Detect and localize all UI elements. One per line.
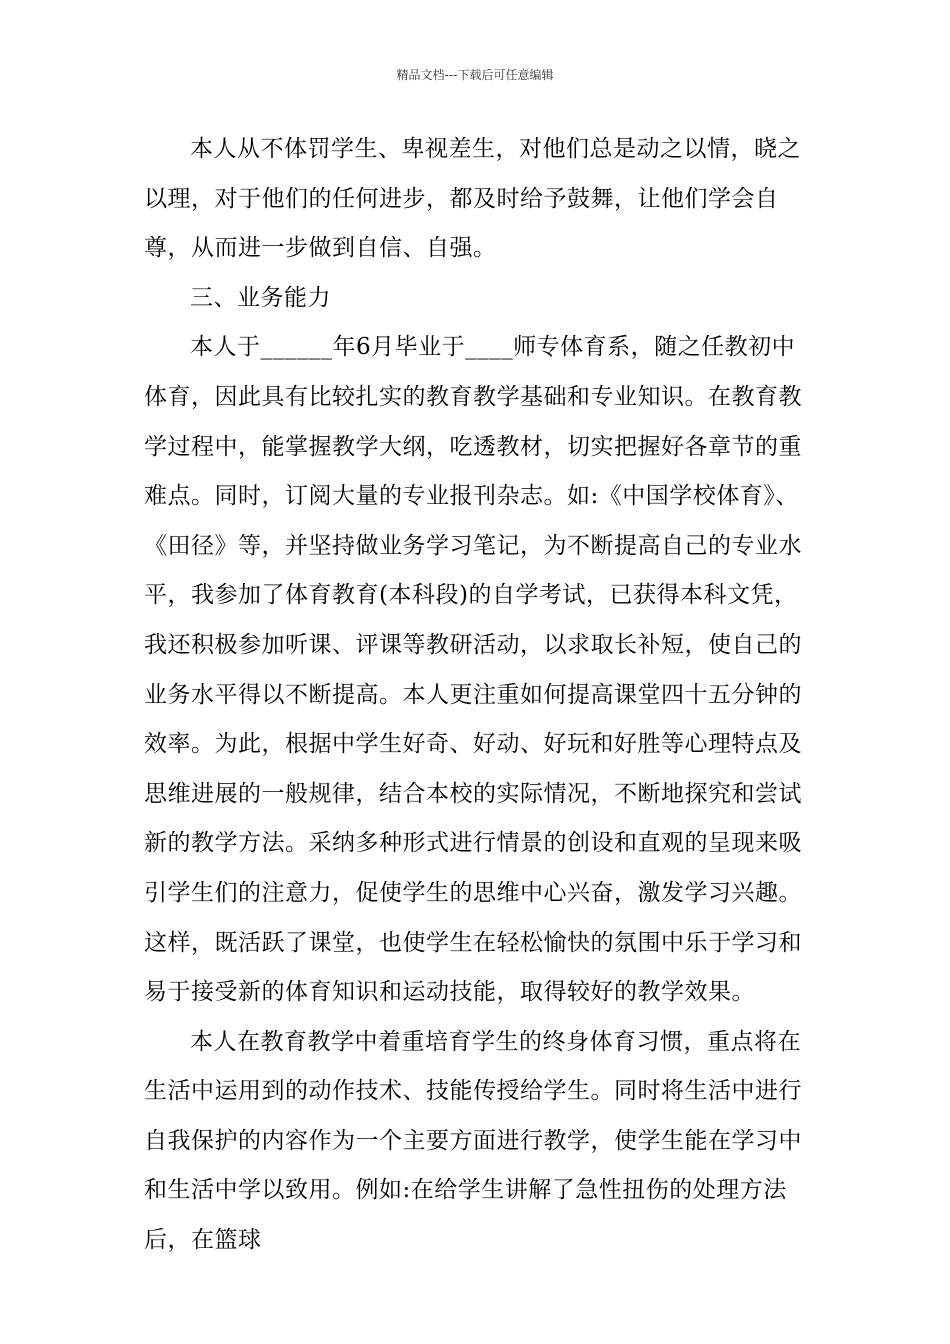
paragraph-lifelong-sports: 本人在教育教学中着重培育学生的终身体育习惯，重点将在生活中运用到的动作技术、技能传授给学生。同时将生活中进行自我保护的内容作为一个主要方面进行教学，使学生能在学习中和生活中学以致用。例如:在给学生讲解了急性扭伤的处理方法后，在篮球 bbox=[144, 1028, 802, 1254]
section-heading-business-ability: 三、业务能力 bbox=[190, 284, 331, 311]
paragraph-discipline: 本人从不体罚学生、卑视差生，对他们总是动之以情，晓之以理，对于他们的任何进步，都及时给予鼓舞，让他们学会自尊，从而进一步做到自信、自强。 bbox=[144, 136, 801, 262]
paragraph-business-ability: 本人于______年6月毕业于____师专体育系，随之任教初中体育，因此具有比较扎实的教育教学基础和专业知识。在教育教学过程中，能掌握教学大纲，吃透教材，切实把握好各章节的重难点。同时，订阅大量的专业报刊杂志。如:《中国学校体育》、《田径》等，并坚持做业务学习笔记，为不断提高自己的专业水平，我参加了体育教育(本科段)的自学考试，已获得本科文凭，我还积极参加听课、评课等教研活动，以求取长补短，使自己的业务水平得以不断提高。本人更注重如何提高课堂四十五分钟的效率。为此，根据中学生好奇、好动、好玩和好胜等心理特点及思维进展的一般规律，结合本校的实际情况，不断地探究和尝试新的教学方法。采纳多种形式进行情景的创设和直观的呈现来吸引学生们的注意力，促使学生的思维中心兴奋，激发学习兴趣。这样，既活跃了课堂，也使学生在轻松愉快的氛围中乐于学习和易于接受新的体育知识和运动技能，取得较好的教学效果。 bbox=[144, 334, 802, 1006]
page-header: 精品文档---下载后可任意编辑 bbox=[396, 68, 554, 82]
document-body bbox=[144, 125, 809, 1266]
